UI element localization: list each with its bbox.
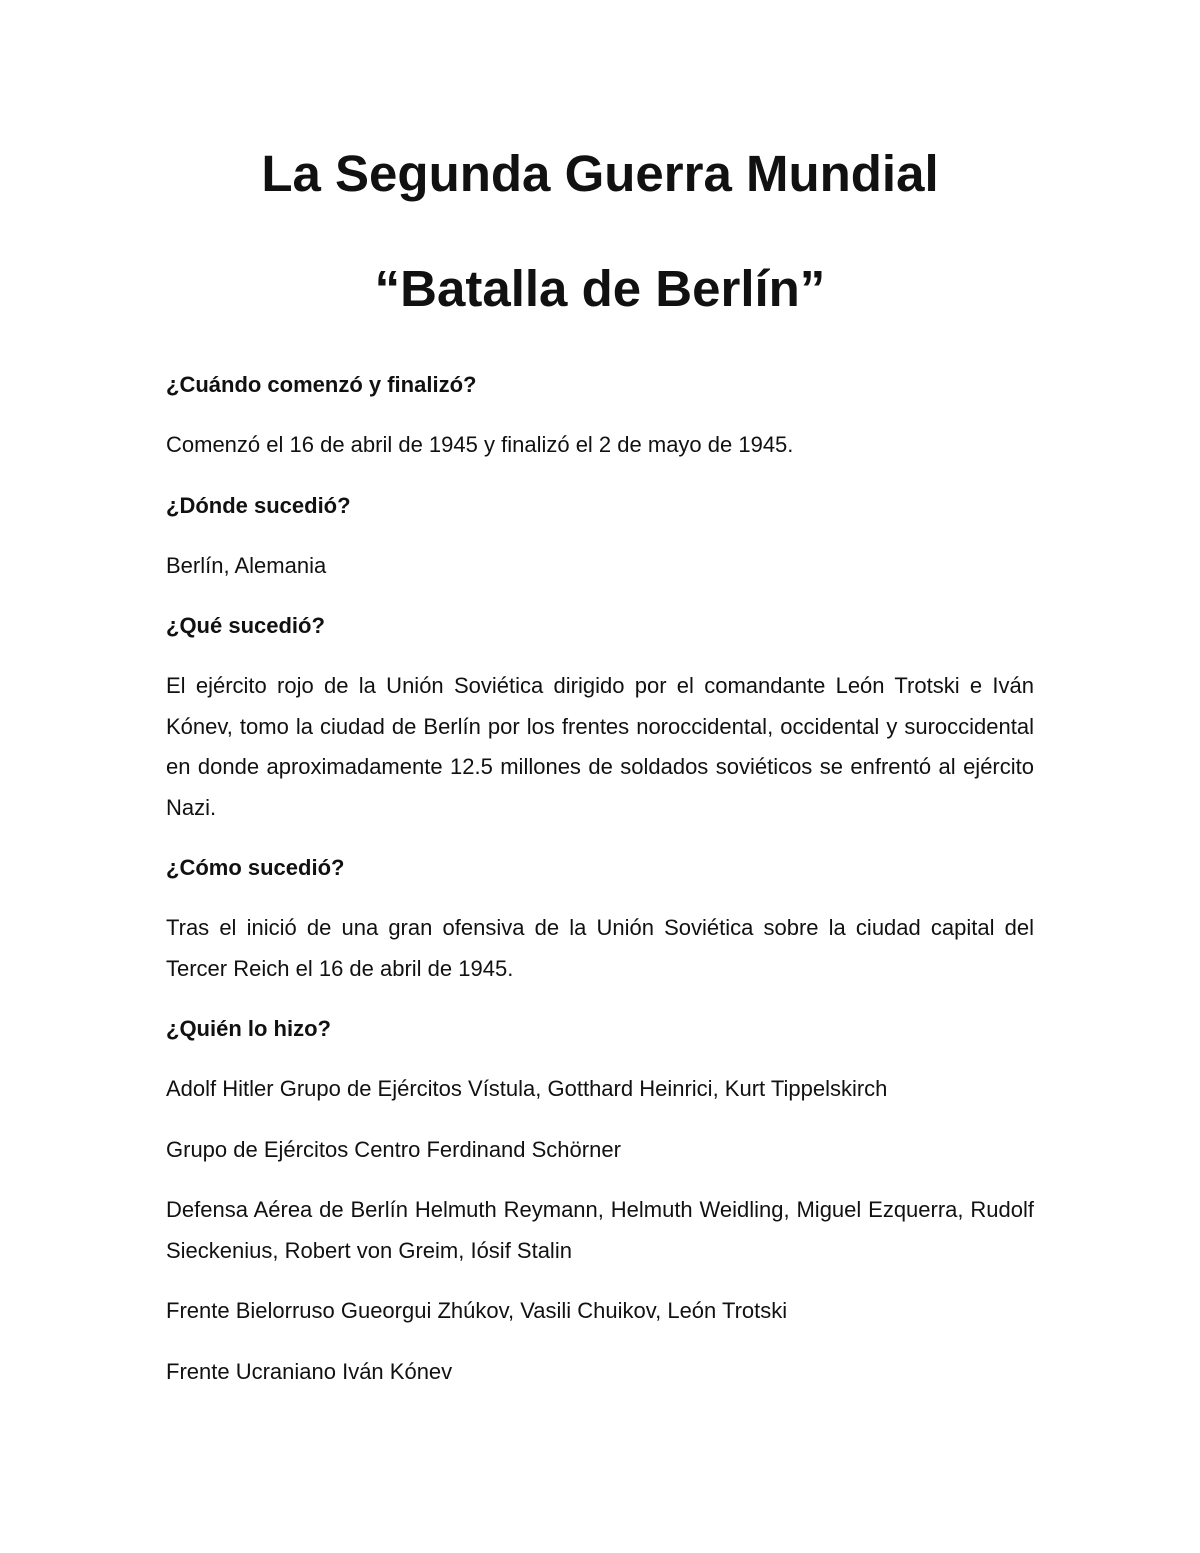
- section-question: ¿Qué sucedió?: [166, 613, 325, 638]
- section-paragraph: Frente Ucraniano Iván Kónev: [166, 1358, 453, 1384]
- section-paragraph: Adolf Hitler Grupo de Ejércitos Vístula, Gotthard Heinrici, Kurt Tippelskirch: [166, 1076, 888, 1101]
- document-subtitle: “Batalla de Berlín”: [374, 260, 826, 317]
- section-paragraph: Tras el inició de una gran ofensiva de la Unión Soviética sobre la ciudad capital del Tercer Reich el 16 de abril de 1945.: [166, 915, 1034, 981]
- section-quien: [166, 1009, 1034, 1392]
- section-question: ¿Cuándo comenzó y finalizó?: [166, 372, 477, 397]
- section-paragraph: El ejército rojo de la Unión Soviética dirigido por el comandante León Trotski e Iván Kónev, tomo la ciudad de Berlín por los frentes noroccidental, occidental y suroccidental en donde aproximadamente 12.5 millones de soldados soviéticos se enfrentó al ejército Nazi.: [166, 673, 1034, 820]
- section-paragraph: Comenzó el 16 de abril de 1945 y finalizó el 2 de mayo de 1945.: [166, 432, 794, 457]
- section-question: ¿Quién lo hizo?: [166, 1016, 331, 1041]
- document-body: [166, 365, 1034, 1412]
- section-paragraph: Berlín, Alemania: [166, 552, 327, 578]
- section-cuando: [166, 365, 1034, 466]
- section-que: [166, 606, 1034, 828]
- section-question: ¿Cómo sucedió?: [166, 855, 345, 880]
- section-question: ¿Dónde sucedió?: [166, 492, 351, 518]
- document-title: La Segunda Guerra Mundial: [261, 145, 939, 202]
- section-paragraph: Grupo de Ejércitos Centro Ferdinand Schörner: [166, 1136, 621, 1162]
- section-donde: [166, 486, 1034, 587]
- section-como: [166, 848, 1034, 989]
- section-paragraph: Defensa Aérea de Berlín Helmuth Reymann, Helmuth Weidling, Miguel Ezquerra, Rudolf Sieckenius, Robert von Greim, Iósif Stalin: [166, 1197, 1034, 1263]
- section-paragraph: Frente Bielorruso Gueorgui Zhúkov, Vasili Chuikov, León Trotski: [166, 1298, 788, 1323]
